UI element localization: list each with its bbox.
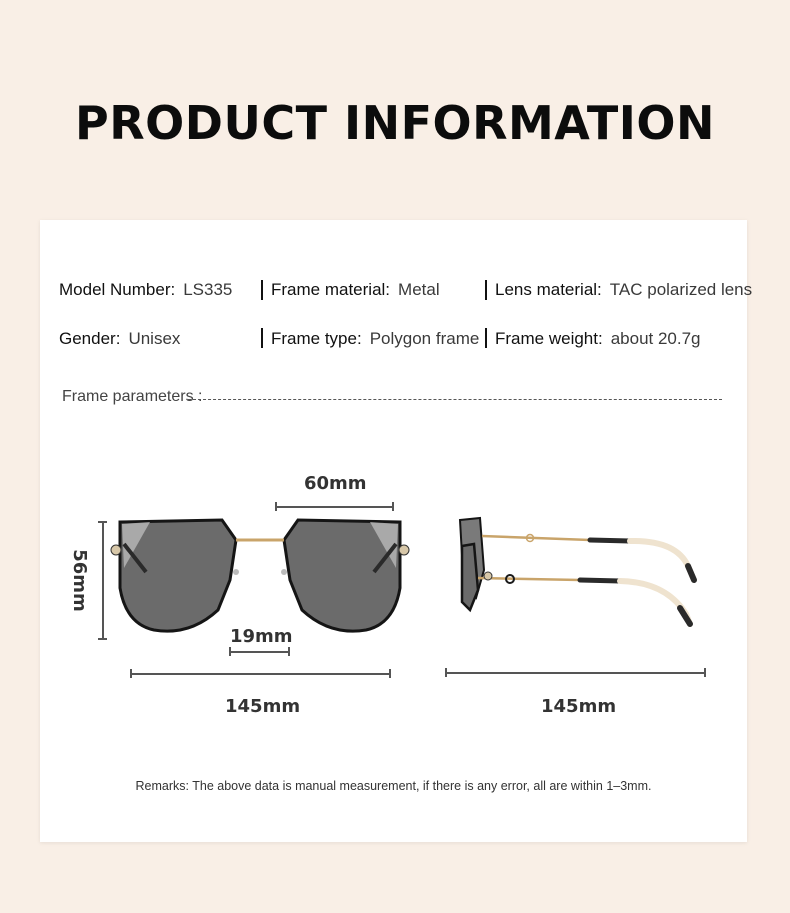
- spec-label: Frame type:: [271, 329, 362, 348]
- front-width-line: [130, 673, 390, 675]
- separator: [261, 328, 263, 348]
- spec-model-number: [59, 280, 232, 300]
- bridge-line: [229, 651, 289, 653]
- bridge-tick: [288, 647, 290, 656]
- bridge-tick: [229, 647, 231, 656]
- spec-lens-material: [495, 280, 752, 300]
- spec-value: TAC polarized lens: [609, 280, 753, 299]
- temple-length-line: [445, 672, 705, 674]
- lens-height-tick: [98, 638, 107, 640]
- temple-length-tick: [445, 668, 447, 677]
- remarks-text: Remarks: The above data is manual measurement, if there is any error, all are within 1–3mm.: [135, 779, 652, 793]
- temple-length-tick: [704, 668, 706, 677]
- lens-width-tick: [392, 502, 394, 511]
- spec-frame-material: [271, 280, 440, 300]
- side-view-glasses-illustration: [440, 510, 730, 650]
- spec-label: Model Number:: [59, 280, 176, 299]
- lens-width-tick: [275, 502, 277, 511]
- spec-frame-weight: [495, 329, 701, 349]
- lens-height-line: [102, 521, 104, 639]
- frame-parameters-label: Frame parameters :: [62, 388, 203, 405]
- front-width-label: 145mm: [225, 696, 301, 717]
- spec-label: Lens material:: [495, 280, 602, 299]
- lens-height-label: 56mm: [68, 549, 90, 612]
- spec-label: Frame weight:: [495, 329, 603, 348]
- separator: [485, 328, 487, 348]
- spec-gender: [59, 329, 180, 349]
- spec-value: about 20.7g: [610, 329, 701, 348]
- spec-label: Frame material:: [271, 280, 391, 299]
- spec-value: LS335: [183, 280, 233, 299]
- separator: [261, 280, 263, 300]
- separator: [485, 280, 487, 300]
- lens-width-label: 60mm: [304, 473, 367, 494]
- spec-frame-type: [271, 329, 479, 349]
- lens-width-line: [275, 506, 393, 508]
- spec-value: Polygon frame: [369, 329, 480, 348]
- spec-value: Unisex: [128, 329, 181, 348]
- bridge-label: 19mm: [230, 626, 293, 647]
- front-width-tick: [130, 669, 132, 678]
- dashed-divider: [188, 399, 722, 400]
- temple-length-label: 145mm: [541, 696, 617, 717]
- lens-height-tick: [98, 521, 107, 523]
- page-title: PRODUCT INFORMATION: [75, 96, 715, 150]
- front-width-tick: [389, 669, 391, 678]
- spec-value: Metal: [398, 280, 440, 299]
- spec-label: Gender:: [59, 329, 121, 348]
- product-info-card: [40, 220, 753, 842]
